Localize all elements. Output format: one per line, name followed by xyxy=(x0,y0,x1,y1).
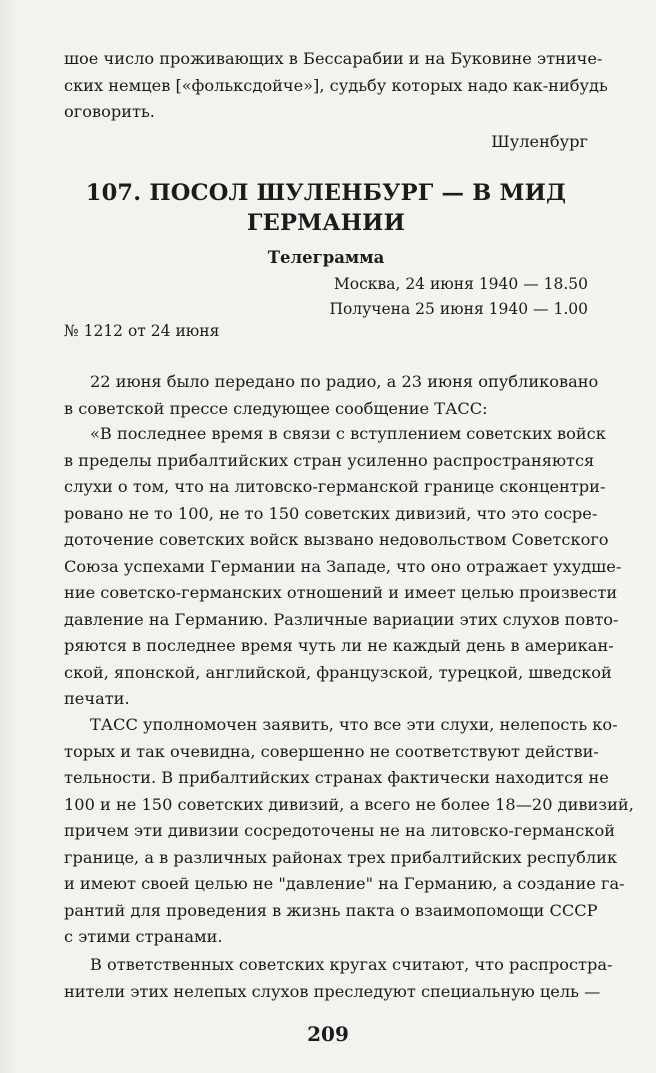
text-line: 22 июня было передано по радио, а 23 июня опубликовано xyxy=(90,372,599,391)
text-line: нители этих нелепых слухов преследуют специальную цель — xyxy=(64,981,601,1001)
text-line: давление на Германию. Различные вариации этих слухов повто- xyxy=(64,609,619,629)
doc-type: Телеграмма xyxy=(267,248,385,267)
paragraph xyxy=(64,369,599,422)
text-line: ТАСС уполномочен заявить, что все эти слухи, нелепость ко- xyxy=(90,715,618,734)
section-title-line: 107. ПОСОЛ ШУЛЕНБУРГ — В МИД xyxy=(85,180,567,206)
text-line: причем эти дивизии сосредоточены не на литовско-германской xyxy=(64,821,616,840)
text-line: тельности. В прибалтийских странах фактически находится не xyxy=(64,768,609,787)
text-line: В ответственных советских кругах считают, что распростра- xyxy=(90,955,613,974)
text-line: в советской прессе следующее сообщение ТАСС: xyxy=(64,398,488,418)
doc-number: № 1212 от 24 июня xyxy=(64,322,220,340)
text-line: ской, японской, английской, французской, турецкой, шведской xyxy=(64,662,612,682)
text-line: ние советско-германских отношений и имеет целью произвести xyxy=(64,583,618,602)
text-line: ских немцев [«фольксдойче»], судьбу которых надо как-нибудь xyxy=(64,75,608,95)
text-line: доточение советских войск вызвано недовольством Советского xyxy=(64,530,609,549)
text-line: ровано не то 100, не то 150 советских дивизий, что это сосре- xyxy=(64,503,598,523)
text-line: ряются в последнее время чуть ли не каждый день в американ- xyxy=(64,636,614,655)
text-line: 100 и не 150 советских дивизий, а всего не более 18—20 дивизий, xyxy=(64,794,634,814)
text-line: «В последнее время в связи с вступлением советских войск xyxy=(90,424,606,443)
text-line: оговорить. xyxy=(64,102,155,121)
top-paragraph xyxy=(64,46,608,126)
text-line: рантий для проведения в жизнь пакта о взаимопомощи СССР xyxy=(64,900,598,920)
dateline xyxy=(188,272,588,322)
paragraph xyxy=(64,712,634,951)
paragraph xyxy=(64,952,613,1005)
section-title-line: ГЕРМАНИИ xyxy=(246,210,406,236)
text-line: торых и так очевидна, совершенно не соответствуют действи- xyxy=(64,741,599,761)
text-line: слухи о том, что на литовско-германской границе сконцентри- xyxy=(64,477,606,496)
text-line: Союза успехами Германии на Западе, что оно отражает ухудше- xyxy=(64,556,622,576)
section-title xyxy=(64,178,588,238)
text-line: шое число проживающих в Бессарабии и на Буковине этниче- xyxy=(64,49,603,68)
text-line: и имеют своей целью не "давление" на Германию, а создание га- xyxy=(64,874,625,893)
dateline-sent: Москва, 24 июня 1940 — 18.50 xyxy=(333,275,588,293)
page-number: 209 xyxy=(307,1022,349,1046)
paragraph xyxy=(64,421,622,713)
text-line: границе, а в различных районах трех прибалтийских республик xyxy=(64,847,618,867)
text-line: с этими странами. xyxy=(64,927,223,946)
signature: Шуленбург xyxy=(491,132,588,151)
dateline-received: Получена 25 июня 1940 — 1.00 xyxy=(329,300,588,318)
text-line: печати. xyxy=(64,689,130,708)
text-line: в пределы прибалтийских стран усиленно распространяются xyxy=(64,450,595,470)
